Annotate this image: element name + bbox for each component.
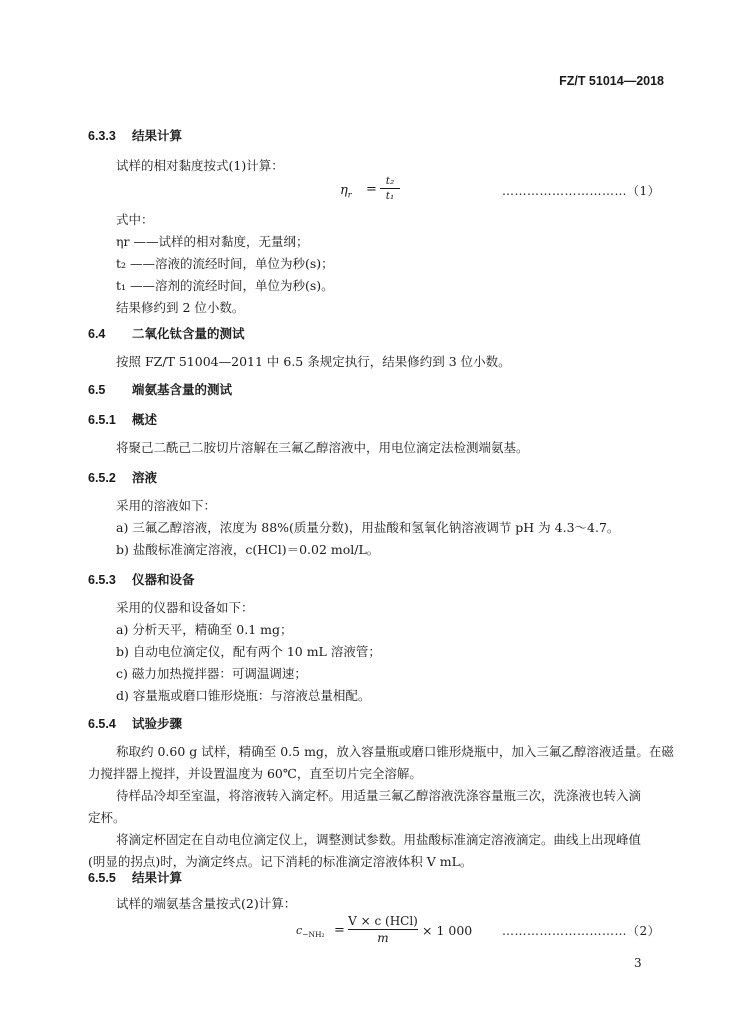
paragraph-line: 力搅拌器上搅拌，并设置温度为 60℃，直至切片完全溶解。 bbox=[88, 766, 422, 781]
formula-equals: = bbox=[334, 923, 345, 938]
paragraph-line: 定杯。 bbox=[88, 810, 126, 825]
fraction-bar bbox=[348, 929, 418, 930]
section-title: 结果计算 bbox=[132, 129, 183, 143]
fraction-numerator: V × c (HCl) bbox=[348, 914, 418, 928]
list-item: c) 磁力加热搅拌器：可调温调速； bbox=[116, 666, 307, 681]
equation-number-1: …………………………（1） bbox=[502, 184, 661, 198]
section-heading-6-5-5 bbox=[88, 868, 182, 886]
paragraph: 试样的端氨基含量按式(2)计算： bbox=[116, 896, 297, 911]
paragraph: 将聚己二酰己二胺切片溶解在三氟乙醇溶液中，用电位滴定法检测端氨基。 bbox=[116, 440, 529, 455]
definition-item: t₁ ——溶剂的流经时间，单位为秒(s)。 bbox=[116, 278, 334, 293]
formula-equals: = bbox=[366, 182, 377, 197]
fraction-numerator: t₂ bbox=[385, 175, 395, 187]
section-heading-6-5-1 bbox=[88, 410, 157, 428]
section-number: 6.5.5 bbox=[88, 871, 116, 885]
section-heading-6-4 bbox=[88, 324, 245, 342]
list-item: a) 三氟乙醇溶液，浓度为 88%(质量分数)，用盐酸和氢氧化钠溶液调节 pH 为 4.3～4.7。 bbox=[116, 520, 620, 535]
equation-number-2: …………………………（2） bbox=[502, 924, 661, 938]
fraction-denominator: m bbox=[377, 931, 389, 945]
list-item: d) 容量瓶或磨口锥形烧瓶：与溶液总量相配。 bbox=[116, 688, 371, 703]
paragraph: 采用的溶液如下： bbox=[116, 498, 217, 513]
section-heading-6-5 bbox=[88, 380, 232, 398]
list-item: b) 盐酸标准滴定溶液，c(HCl)＝0.02 mol/L。 bbox=[116, 542, 380, 557]
list-item: b) 自动电位滴定仪，配有两个 10 mL 溶液管； bbox=[116, 644, 381, 659]
formula-fraction bbox=[380, 175, 400, 202]
section-title: 概述 bbox=[132, 413, 158, 427]
paragraph: 采用的仪器和设备如下： bbox=[116, 600, 254, 615]
formula-fraction bbox=[348, 914, 418, 945]
section-title: 溶液 bbox=[132, 471, 158, 485]
section-number: 6.5.3 bbox=[88, 573, 116, 587]
definition-item: ηr ——试样的相对黏度，无量纲； bbox=[116, 234, 309, 249]
fraction-bar bbox=[380, 188, 400, 189]
section-number: 6.5.4 bbox=[88, 717, 116, 731]
section-title: 结果计算 bbox=[132, 871, 183, 885]
paragraph-line: 待样品冷却至室温，将溶液转入滴定杯。用适量三氟乙醇溶液洗涤容量瓶三次，洗涤液也转入滴 bbox=[116, 788, 642, 803]
definition-item: t₂ ——溶液的流经时间，单位为秒(s)； bbox=[116, 256, 334, 271]
standard-code: FZ/T 51014—2018 bbox=[559, 74, 664, 88]
paragraph: 结果修约到 2 位小数。 bbox=[116, 300, 245, 315]
where-label: 式中： bbox=[116, 212, 154, 227]
section-heading-6-5-2 bbox=[88, 468, 157, 486]
section-heading-6-5-4 bbox=[88, 714, 182, 732]
section-title: 端氨基含量的测试 bbox=[132, 383, 233, 397]
paragraph-line: (明显的拐点)时，为滴定终点。记下消耗的标准滴定溶液体积 V mL。 bbox=[88, 854, 473, 869]
section-heading-6-5-3 bbox=[88, 570, 195, 588]
section-title: 仪器和设备 bbox=[132, 573, 195, 587]
section-number: 6.5 bbox=[88, 383, 106, 397]
paragraph: 按照 FZ/T 51004—2011 中 6.5 条规定执行，结果修约到 3 位小数。 bbox=[116, 354, 511, 369]
fraction-denominator: t₁ bbox=[385, 190, 395, 202]
section-number: 6.5.1 bbox=[88, 413, 116, 427]
paragraph-line: 将滴定杯固定在自动电位滴定仪上，调整测试参数。用盐酸标准滴定溶液滴定。曲线上出现峰值 bbox=[116, 832, 642, 847]
section-title: 试验步骤 bbox=[132, 717, 183, 731]
section-number: 6.3.3 bbox=[88, 129, 116, 143]
list-item: a) 分析天平，精确至 0.1 mg； bbox=[116, 622, 293, 637]
formula-lhs: $\eta_r$ bbox=[340, 183, 352, 200]
formula-lhs: $c_{-NH_2}$ bbox=[296, 924, 325, 940]
section-number: 6.5.2 bbox=[88, 471, 116, 485]
formula-multiplier: × 1 000 bbox=[422, 923, 473, 938]
paragraph-line: 称取约 0.60 g 试样，精确至 0.5 mg，放入容量瓶或磨口锥形烧瓶中，加入三氟乙醇溶液适量。在磁 bbox=[116, 744, 674, 759]
section-number: 6.4 bbox=[88, 327, 106, 341]
section-heading-6-3-3 bbox=[88, 126, 182, 144]
page-number: 3 bbox=[634, 956, 642, 970]
section-title: 二氧化钛含量的测试 bbox=[132, 327, 245, 341]
paragraph: 试样的相对黏度按式(1)计算： bbox=[116, 158, 284, 173]
